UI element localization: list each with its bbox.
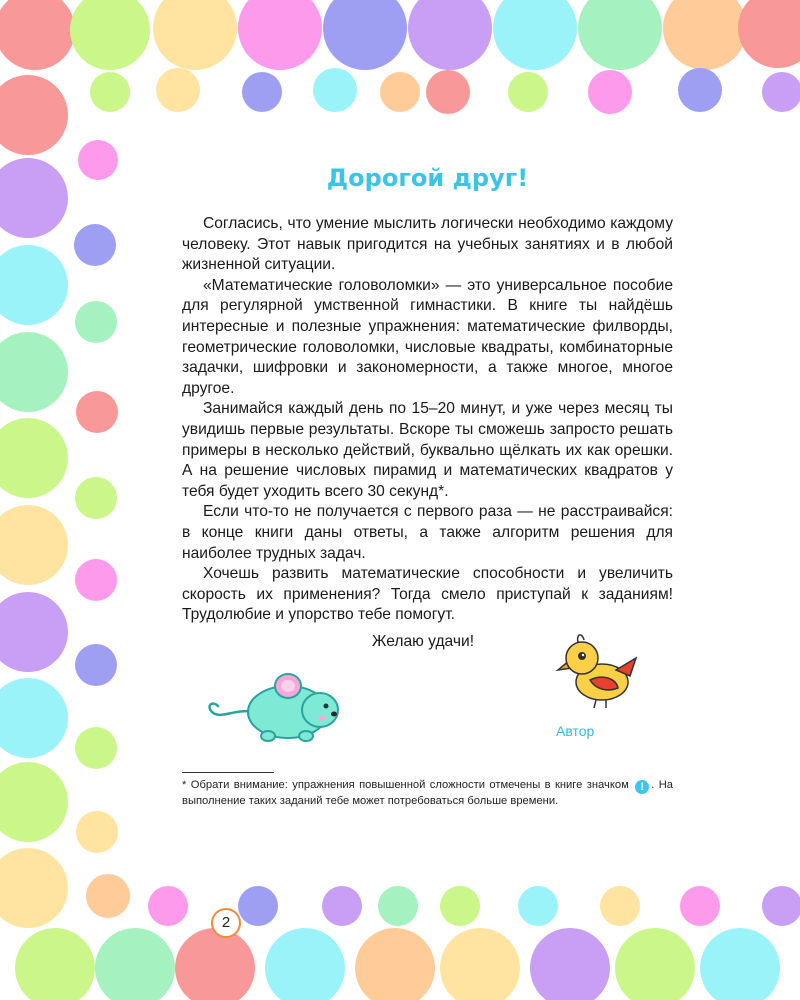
border-dot	[76, 811, 118, 853]
border-dot	[440, 928, 520, 1000]
border-dot	[0, 0, 75, 70]
paragraph: Согласись, что умение мыслить логически необходимо каждому человеку. Этот навык пригодится на учебных занятиях и в любой жизненной ситуации.	[182, 215, 673, 274]
border-dot	[493, 0, 577, 70]
border-dot	[680, 886, 720, 926]
paragraph: Занимайся каждый день по 15–20 минут, и уже через месяц ты увидишь первые результаты. Вскоре ты сможешь запросто решать примеры в несколько действий, буквально щёлкать их как орешки. А на решение числовых пирамид и математических квадратов у тебя будет уходить всего 30 секунд*.	[182, 400, 673, 500]
border-dot	[0, 75, 68, 155]
paragraph: Если что-то не получается с первого раза — не расстраивайся: в конце книги даны ответы, а также алгоритм решения для наиболее трудных задач.	[182, 503, 673, 562]
border-dot	[0, 332, 68, 412]
border-dot	[678, 68, 722, 112]
border-dot	[75, 559, 117, 601]
border-dot	[518, 886, 558, 926]
border-dot	[323, 0, 407, 70]
border-dot	[700, 928, 780, 1000]
border-dot	[75, 477, 117, 519]
border-dot	[75, 644, 117, 686]
border-dot	[95, 928, 175, 1000]
closing-wish: Желаю удачи!	[372, 633, 475, 650]
border-dot	[380, 72, 420, 112]
paragraph: Хочешь развить математические способности и увеличить скорость их применения? Тогда смело приступай к заданиям! Трудолюбие и упорство тебе помогут.	[182, 565, 673, 624]
border-dot	[588, 70, 632, 114]
author-signature: Автор	[556, 723, 595, 739]
border-dot	[0, 678, 68, 758]
border-dot	[75, 301, 117, 343]
border-dot	[265, 928, 345, 1000]
page-number: 2	[211, 908, 241, 938]
border-dot	[0, 848, 68, 928]
border-dot	[15, 928, 95, 1000]
border-dot	[738, 0, 800, 68]
difficulty-icon: !	[635, 780, 649, 794]
border-dot	[238, 886, 278, 926]
footnote	[182, 778, 673, 809]
letter-body	[182, 214, 673, 626]
paragraph: «Математические головоломки» — это универсальное пособие для регулярной умственной гимнастики. В книге ты найдёшь интересные и полезные упражнения: математические филворды, геометрические головоломки, числовые квадраты, комбинаторные задачки, шифровки и закономерности, а также многое, многое другое.	[182, 276, 673, 397]
border-dot	[76, 391, 118, 433]
border-dot	[322, 886, 362, 926]
border-dot	[0, 505, 68, 585]
border-dot	[600, 886, 640, 926]
border-dot	[75, 727, 117, 769]
border-dot	[378, 886, 418, 926]
border-dot	[156, 68, 200, 112]
border-dot	[762, 886, 800, 926]
mouse-illustration	[202, 668, 342, 748]
border-dot	[440, 886, 480, 926]
border-dot	[90, 72, 130, 112]
border-dot	[70, 0, 150, 70]
border-dot	[578, 0, 662, 70]
border-dot	[355, 928, 435, 1000]
border-dot	[175, 928, 255, 1000]
border-dot	[762, 72, 800, 112]
border-dot	[408, 0, 492, 70]
border-dot	[242, 72, 282, 112]
border-dot	[0, 592, 68, 672]
border-dot	[0, 762, 68, 842]
border-dot	[663, 0, 747, 70]
border-dot	[426, 70, 470, 114]
border-dot	[0, 418, 68, 498]
border-dot	[530, 928, 610, 1000]
border-dot	[238, 0, 322, 70]
footnote-divider	[182, 772, 274, 773]
page-title: Дорогой друг!	[326, 164, 529, 192]
border-dot	[153, 0, 237, 70]
footnote-text-start: * Обрати внимание: упражнения повышенной сложности отмечены в книге значком	[182, 779, 629, 791]
border-dot	[0, 245, 68, 325]
border-dot	[74, 224, 116, 266]
bird-illustration	[552, 630, 642, 710]
border-dot	[615, 928, 695, 1000]
border-dot	[313, 68, 357, 112]
border-dot	[508, 72, 548, 112]
border-dot	[86, 874, 130, 918]
footnote-text-end: . На выполнение таких заданий тебе может потребоваться больше времени.	[182, 779, 674, 807]
border-dot	[148, 886, 188, 926]
